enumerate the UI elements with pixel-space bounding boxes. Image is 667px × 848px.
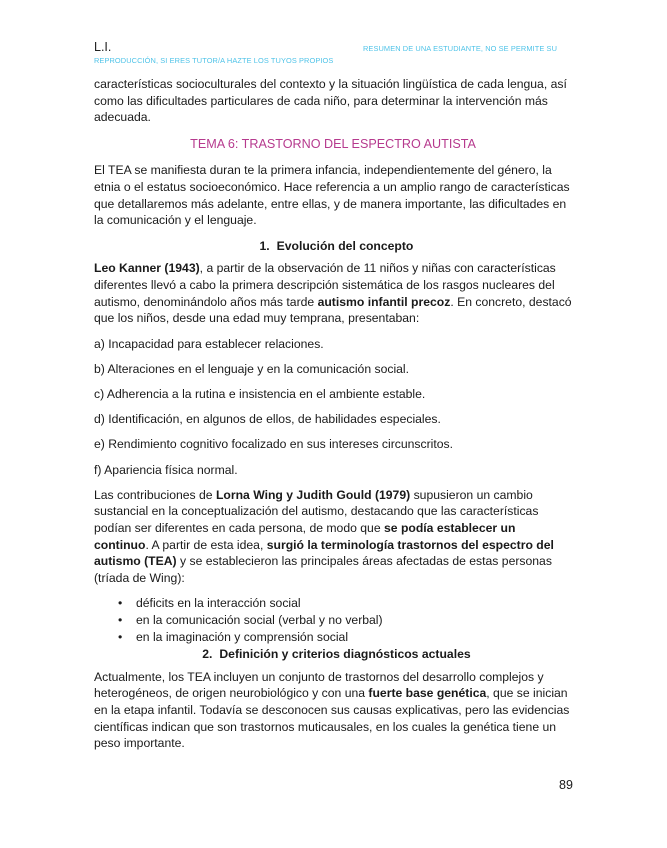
kanner-paragraph (94, 260, 572, 326)
section-2-title: Definición y criterios diagnósticos actuales (219, 647, 471, 662)
kanner-text-a: , a partir de la observación de 11 niños y niñas con características diferentes llevó a cabo la primera descripción sistemática de los rasgos nucleares del autismo, denominándolo años más tarde (94, 261, 556, 309)
wing-tea-term: surgió la terminología trastornos del espectro del autismo (TEA) (94, 537, 554, 569)
wing-paragraph (94, 487, 572, 587)
list-item (118, 629, 572, 646)
triad-item-text: en la comunicación social (verbal y no verbal) (136, 613, 383, 627)
feature-item: a) Incapacidad para establecer relaciones. (94, 336, 324, 351)
bullet-icon: • (118, 629, 123, 644)
wing-text-c: . A partir de esta idea, (145, 537, 267, 552)
page-number: 89 (559, 778, 573, 792)
feature-item: f) Apariencia física normal. (94, 462, 238, 477)
bullet-icon: • (118, 596, 123, 611)
wing-text-d: y se establecieron las principales áreas afectadas de estas personas (tríada de Wing): (94, 554, 552, 585)
current-paragraph (94, 669, 572, 752)
wing-text-b: supusieron un cambio sustancial en la conceptualización del autismo, destacando que las características podían ser diferentes en cada persona, de modo que (94, 487, 539, 536)
current-text-b: , que se inician en la etapa infantil. Todavía se desconocen sus causas explicativas, pero las evidencias científicas indican que son trastornos muticausales, en los cuales la genética tiene un peso importante. (94, 686, 570, 751)
wing-names: Lorna Wing y Judith Gould (1979) (215, 487, 411, 502)
section-2-number: 2. (202, 647, 213, 662)
header-initials: L.I. (94, 40, 112, 54)
kanner-name: Leo Kanner (1943) (94, 261, 200, 276)
triad-item-text: déficits en la interacción social (136, 596, 301, 611)
topic-title: TEMA 6: TRASTORNO DEL ESPECTRO AUTISTA (190, 136, 476, 151)
wing-triad-list (94, 595, 572, 645)
page-body (94, 76, 572, 761)
current-term: fuerte base genética (368, 686, 487, 701)
section-1-title: Evolución del concepto (276, 238, 414, 253)
feature-item: b) Alteraciones en el lenguaje y en la comunicación social. (94, 361, 410, 376)
feature-item: e) Rendimiento cognitivo focalizado en sus intereses circunscritos. (94, 437, 454, 452)
wing-text-a: Las contribuciones de (94, 487, 216, 502)
section-1-heading (94, 238, 572, 255)
list-item (118, 595, 572, 612)
header-notice-left: REPRODUCCIÓN, SI ERES TUTOR/A HAZTE LOS TUYOS PROPIOS (94, 56, 334, 65)
header-notice-right: RESUMEN DE UNA ESTUDIANTE, NO SE PERMITE SU (363, 44, 558, 53)
topic-intro-paragraph: El TEA se manifiesta duran te la primera infancia, independientemente del género, la etnia o el estatus socioeconómico. Hace referencia a un amplio rango de características que detallaremos más adelante, entre ellas, y de manera importante, las dificultades en la comunicación y el lenguaje. (94, 163, 570, 228)
section-2-heading (94, 646, 572, 663)
wing-continuo: se podía establecer un continuo (94, 521, 516, 552)
triad-item-text: en la imaginación y comprensión social (136, 629, 349, 644)
current-text-a: Actualmente, los TEA incluyen un conjunto de trastornos del desarrollo complejos y heterogéneos, de origen neurobiológico y con una (94, 669, 544, 701)
intro-paragraph: características socioculturales del contexto y la situación lingüística de cada lengua, así como las dificultades particulares de cada niño, para determinar la intervención más adecuada. (94, 77, 567, 125)
feature-item: d) Identificación, en algunos de ellos, de habilidades especiales. (94, 412, 441, 427)
feature-item: c) Adherencia a la rutina e insistencia en el ambiente estable. (94, 387, 426, 402)
list-item (118, 612, 572, 629)
bullet-icon: • (118, 613, 123, 627)
section-1-number: 1. (259, 238, 270, 253)
kanner-term: autismo infantil precoz (317, 294, 451, 309)
kanner-text-b: . En concreto, destacó que los niños, desde una edad muy temprana, presentaban: (94, 294, 572, 326)
